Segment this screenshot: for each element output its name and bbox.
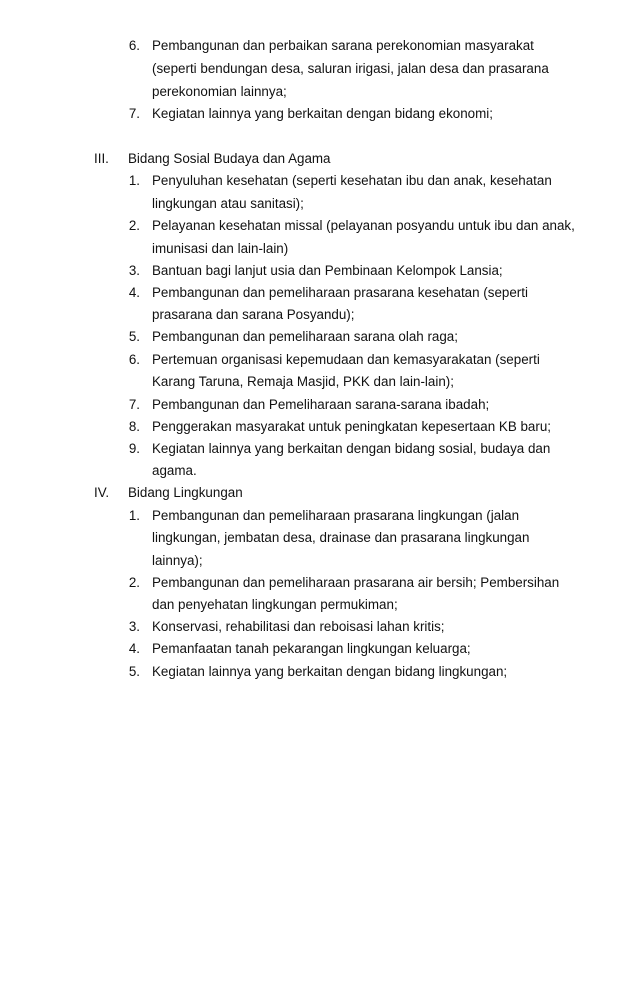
list-item-number: 1. — [128, 508, 140, 523]
list-item-number: 4. — [128, 641, 140, 656]
list-item-number: 9. — [128, 441, 140, 456]
list-item-text: Pembangunan dan pemeliharaan prasarana kesehatan (seperti — [152, 285, 528, 300]
list-item-text: Konservasi, rehabilitasi dan reboisasi lahan kritis; — [152, 619, 445, 634]
list-item-number: 3. — [128, 619, 140, 634]
list-item-number: 6. — [128, 38, 140, 53]
list-item-text: Pelayanan kesehatan missal (pelayanan posyandu untuk ibu dan anak, — [152, 218, 575, 233]
list-item-text: prasarana dan sarana Posyandu); — [152, 307, 355, 322]
list-item-text: dan penyehatan lingkungan permukiman; — [152, 597, 398, 612]
list-item-number: 1. — [128, 173, 140, 188]
list-item-text: lainnya); — [152, 553, 203, 568]
list-item-text: Pemanfaatan tanah pekarangan lingkungan keluarga; — [152, 641, 471, 656]
list-item-text: lingkungan, jembatan desa, drainase dan prasarana lingkungan — [152, 530, 530, 545]
list-item-text: Penggerakan masyarakat untuk peningkatan kepesertaan KB baru; — [152, 419, 552, 434]
section-title: Bidang Lingkungan — [128, 485, 243, 500]
section-number: III. — [94, 151, 109, 166]
list-item-text: lingkungan atau sanitasi); — [152, 196, 304, 211]
list-item-number: 5. — [128, 664, 140, 679]
list-item-text: Penyuluhan kesehatan (seperti kesehatan ibu dan anak, kesehatan — [152, 173, 552, 188]
list-item-text: Pertemuan organisasi kepemudaan dan kemasyarakatan (seperti — [152, 352, 540, 367]
list-item-text: Pembangunan dan perbaikan sarana perekonomian masyarakat — [152, 38, 534, 53]
list-item-text: perekonomian lainnya; — [152, 84, 287, 99]
list-item-number: 5. — [128, 329, 140, 344]
list-item-number: 3. — [128, 263, 140, 278]
section-number: IV. — [94, 485, 110, 500]
list-item-text: Kegiatan lainnya yang berkaitan dengan bidang lingkungan; — [152, 664, 508, 679]
list-item-text: Pembangunan dan pemeliharaan sarana olah raga; — [152, 329, 458, 344]
section-title: Bidang Sosial Budaya dan Agama — [128, 151, 331, 166]
list-item-text: Karang Taruna, Remaja Masjid, PKK dan lain-lain); — [152, 374, 454, 389]
list-item-text: Bantuan bagi lanjut usia dan Pembinaan Kelompok Lansia; — [152, 263, 503, 278]
list-item-text: imunisasi dan lain-lain) — [152, 241, 289, 256]
list-item-number: 7. — [128, 397, 140, 412]
list-item-text: agama. — [152, 463, 197, 478]
list-item-text: Kegiatan lainnya yang berkaitan dengan bidang ekonomi; — [152, 106, 493, 121]
list-item-number: 2. — [128, 218, 140, 233]
list-item-number: 6. — [128, 352, 140, 367]
list-item-number: 2. — [128, 575, 140, 590]
list-item-number: 7. — [128, 106, 140, 121]
list-item-text: Pembangunan dan Pemeliharaan sarana-sarana ibadah; — [152, 397, 490, 412]
list-item-number: 8. — [128, 419, 140, 434]
list-item-text: Kegiatan lainnya yang berkaitan dengan bidang sosial, budaya dan — [152, 441, 551, 456]
list-item-text: (seperti bendungan desa, saluran irigasi, jalan desa dan prasarana — [152, 61, 549, 76]
list-item-text: Pembangunan dan pemeliharaan prasarana lingkungan (jalan — [152, 508, 520, 523]
list-item-number: 4. — [128, 285, 140, 300]
list-item-text: Pembangunan dan pemeliharaan prasarana air bersih; Pembersihan — [152, 575, 560, 590]
